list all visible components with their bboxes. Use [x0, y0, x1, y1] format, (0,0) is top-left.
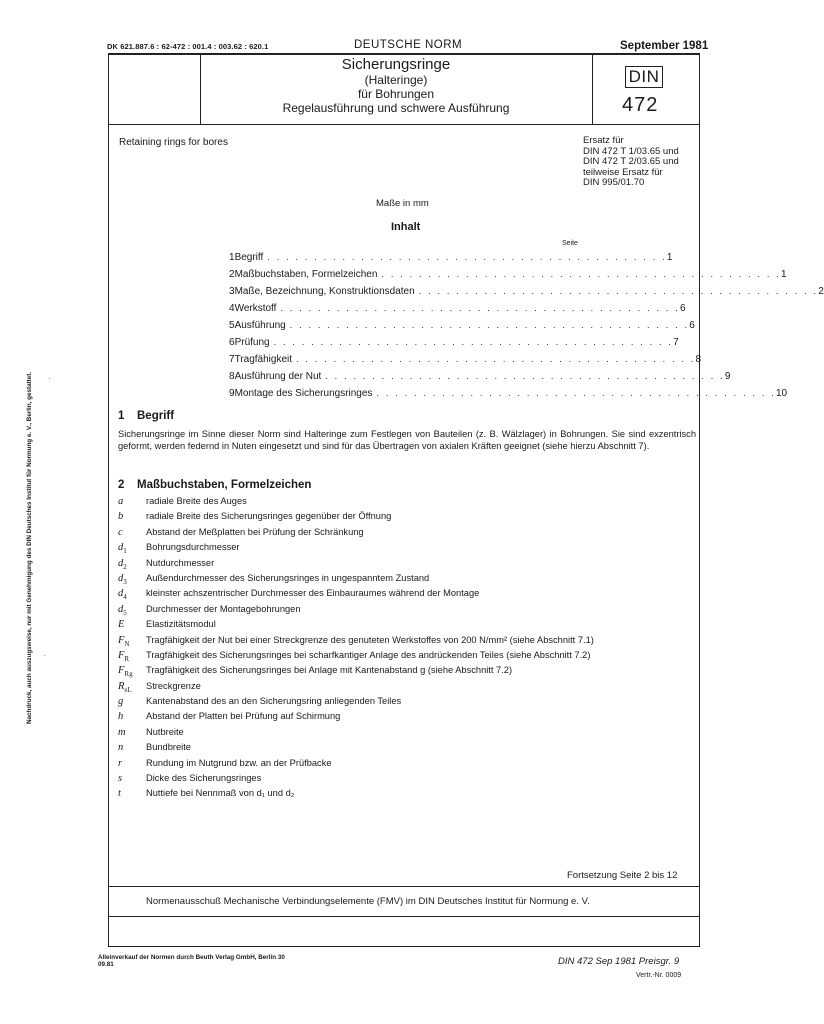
symbol-description: Streckgrenze — [146, 680, 201, 691]
toc-leader: . . . . . . . . . . . . . . . . . . . . . . . . . . . . . . . . . . . . . . . . . . . — [325, 371, 725, 381]
toc-leader: . . . . . . . . . . . . . . . . . . . . . . . . . . . . . . . . . . . . . . . . . . . — [273, 337, 674, 347]
din-logo — [625, 66, 665, 90]
reprint-notice: Nachdruck, auch auszugsweise, nur mit Genehmigung des DIN Deutsches Institut für Normung e. V., Berlin, gestattet. — [26, 371, 33, 724]
toc-number: 2 — [229, 269, 235, 280]
footer-divider-mid — [108, 916, 700, 917]
symbol-row — [118, 681, 698, 696]
symbol-description: Tragfähigkeit des Sicherungsringes bei Anlage mit Kantenabstand g (siehe Abschnitt 7.2) — [146, 665, 513, 676]
toc-leader: . . . . . . . . . . . . . . . . . . . . . . . . . . . . . . . . . . . . . . . . . . . — [267, 252, 667, 262]
symbol-description: Tragfähigkeit des Sicherungsringes bei scharfkantiger Anlage des andrückenden Teiles (siehe Abschnitt 7.2) — [146, 649, 591, 660]
frame-bottom-line — [108, 946, 700, 947]
classification-number: DK 621.887.6 : 62-472 : 001.4 : 003.62 : 620.1 — [107, 42, 269, 51]
scan-mark: · — [43, 650, 47, 661]
toc-entry[interactable] — [229, 252, 673, 269]
symbol-row — [118, 727, 698, 742]
symbol-description: Abstand der Platten bei Prüfung auf Schirmung — [146, 711, 341, 722]
toc-page: 1 — [780, 269, 787, 280]
symbol-row — [118, 665, 698, 680]
toc-page: 10 — [775, 388, 788, 399]
symbol: $d_4$ — [118, 588, 127, 602]
toc-title: Tragfähigkeit — [234, 354, 292, 365]
symbol-description: Nuttiefe bei Nennmaß von d₁ und d₂ — [146, 788, 295, 799]
english-title: Retaining rings for bores — [119, 137, 228, 148]
replacement-line: Ersatz für — [583, 135, 624, 146]
symbol-row — [118, 573, 698, 588]
symbol-description: Nutbreite — [146, 726, 184, 737]
symbol: $d_1$ — [118, 542, 127, 556]
symbol-description: Tragfähigkeit der Nut bei einer Streckgrenze des genuteten Werkstoffes von 200 N/mm² (siehe Abschnitt 7.1) — [146, 634, 594, 645]
symbol-description: Bohrungsdurchmesser — [146, 542, 240, 553]
symbol-description: Dicke des Sicherungsringes — [146, 773, 262, 784]
committee-line: Normenausschuß Mechanische Verbindungselemente (FMV) im DIN Deutsches Institut für Normung e. V. — [146, 896, 590, 907]
symbol: m — [118, 726, 126, 738]
title-sub-1: (Halteringe) — [364, 73, 428, 87]
din-number: 472 — [622, 94, 659, 116]
publisher-note — [98, 954, 285, 968]
symbol-row — [118, 773, 698, 788]
symbol: $R_{eL}$ — [118, 680, 132, 694]
replacement-note — [583, 136, 679, 189]
symbol-row — [118, 542, 698, 557]
symbol: g — [118, 696, 124, 708]
toc-page: 6 — [679, 303, 686, 314]
symbol-row — [118, 496, 698, 511]
document-reference: DIN 472 Sep 1981 Preisgr. 9 — [558, 956, 680, 967]
section-number: 2 — [118, 479, 125, 491]
toc-page: 8 — [695, 354, 702, 365]
toc-title: Ausführung der Nut — [234, 371, 322, 382]
table-of-contents — [229, 252, 824, 405]
section-title: Begriff — [137, 410, 175, 422]
symbol-row — [118, 558, 698, 573]
footer-divider-top — [108, 886, 700, 887]
section-title: Maßbuchstaben, Formelzeichen — [137, 479, 312, 491]
symbol: E — [118, 619, 125, 631]
section-1-text: Sicherungsringe im Sinne dieser Norm sind Halteringe zum Festlegen von Bauteilen (z. B. Wälzlager) in Bohrungen. Sie sind exzentrisch geformt, werden federnd in Nuten eingesetzt und sind für das Übertragen von axialen Kräften geeignet (siehe hierzu Abschnitt 7). — [118, 429, 696, 452]
title-bottom-line — [108, 124, 700, 125]
toc-entry[interactable] — [229, 337, 679, 354]
toc-entry[interactable] — [229, 303, 686, 320]
toc-heading: Inhalt — [391, 221, 421, 233]
din-logo-text: DIN — [628, 67, 660, 86]
toc-number: 6 — [229, 337, 235, 348]
symbol: $F_{Rg}$ — [118, 665, 133, 679]
replacement-line: DIN 472 T 2/03.65 und — [583, 156, 679, 167]
toc-page-label: Seite — [562, 240, 578, 247]
toc-entry[interactable] — [229, 269, 787, 286]
toc-number: 4 — [229, 303, 235, 314]
symbol-row — [118, 650, 698, 665]
symbol: h — [118, 711, 124, 723]
symbol-row — [118, 696, 698, 711]
norm-label: DEUTSCHE NORM — [354, 39, 463, 51]
toc-entry[interactable] — [229, 286, 824, 303]
toc-leader: . . . . . . . . . . . . . . . . . . . . . . . . . . . . . . . . . . . . . . . . . . . — [376, 388, 776, 398]
section-2-heading — [118, 479, 311, 491]
title-block — [200, 57, 592, 123]
symbol: c — [118, 526, 123, 538]
toc-title: Montage des Sicherungsringes — [234, 388, 373, 399]
symbol-row — [118, 742, 698, 757]
frame-top-line — [108, 53, 700, 55]
section-1-heading — [118, 410, 174, 422]
symbol-row — [118, 588, 698, 603]
symbol-row — [118, 711, 698, 726]
symbol-row — [118, 511, 698, 526]
toc-leader: . . . . . . . . . . . . . . . . . . . . . . . . . . . . . . . . . . . . . . . . . . . — [418, 286, 819, 296]
toc-page: 7 — [673, 337, 679, 348]
frame-right-line — [699, 53, 700, 947]
toc-leader: . . . . . . . . . . . . . . . . . . . . . . . . . . . . . . . . . . . . . . . . . . . — [296, 354, 696, 364]
publication-code: 09.81 — [98, 961, 114, 969]
symbol-row — [118, 635, 698, 650]
symbol: $d_2$ — [118, 557, 127, 571]
toc-leader: . . . . . . . . . . . . . . . . . . . . . . . . . . . . . . . . . . . . . . . . . . . — [381, 269, 781, 279]
toc-title: Begriff — [234, 252, 264, 263]
document-title: Sicherungsringe — [341, 56, 451, 73]
publisher-line: Alleinverkauf der Normen durch Beuth Verlag GmbH, Berlin 30 — [98, 954, 285, 961]
symbol: $d_5$ — [118, 603, 127, 617]
symbol: r — [118, 757, 123, 769]
toc-entry[interactable] — [229, 388, 788, 405]
issue-date: September 1981 — [620, 40, 709, 52]
toc-page: 6 — [689, 320, 695, 331]
symbol-description: Elastizitätsmodul — [146, 619, 216, 630]
title-right-divider — [592, 53, 593, 124]
replacement-line: teilweise Ersatz für — [583, 166, 663, 178]
units-note: Maße in mm — [376, 198, 429, 209]
toc-title: Prüfung — [234, 337, 270, 348]
symbol-description: Abstand der Meßplatten bei Prüfung der Schränkung — [146, 526, 364, 537]
toc-number: 5 — [229, 320, 235, 331]
symbol: b — [118, 511, 124, 523]
toc-number: 9 — [229, 388, 235, 399]
frame-left-line — [108, 53, 109, 947]
toc-number: 3 — [229, 286, 235, 297]
toc-title: Maße, Bezeichnung, Konstruktionsdaten — [234, 286, 415, 297]
symbol-description: Außendurchmesser des Sicherungsringes in ungespanntem Zustand — [146, 572, 430, 583]
toc-entry[interactable] — [229, 354, 702, 371]
toc-number: 7 — [229, 354, 235, 365]
symbol-description: Kantenabstand des an den Sicherungsring anliegenden Teiles — [146, 696, 402, 707]
toc-title: Werkstoff — [234, 303, 277, 314]
toc-number: 1 — [229, 252, 235, 263]
toc-leader: . . . . . . . . . . . . . . . . . . . . . . . . . . . . . . . . . . . . . . . . . . . — [289, 320, 690, 330]
symbol-row — [118, 527, 698, 542]
symbol: $F_R$ — [118, 649, 130, 663]
toc-title: Ausführung — [234, 320, 286, 331]
toc-entry[interactable] — [229, 320, 695, 337]
toc-title: Maßbuchstaben, Formelzeichen — [234, 269, 378, 280]
symbol: $F_N$ — [118, 634, 130, 648]
symbol: a — [118, 496, 124, 507]
continuation-note: Fortsetzung Seite 2 bis 12 — [567, 870, 678, 881]
symbol: $d_3$ — [118, 572, 127, 587]
title-sub-2: für Bohrungen — [357, 87, 435, 101]
title-sub-3: Regelausführung und schwere Ausführung — [282, 101, 510, 115]
symbol-description: Rundung im Nutgrund bzw. an der Prüfbacke — [146, 757, 332, 768]
symbol-row — [118, 604, 698, 619]
toc-page: 1 — [666, 252, 673, 263]
toc-number: 8 — [229, 371, 235, 382]
symbol-description: Durchmesser der Montagebohrungen — [146, 603, 301, 614]
symbol-description: radiale Breite des Sicherungsringes gegenüber der Öffnung — [146, 511, 392, 522]
toc-page: 9 — [724, 371, 731, 382]
symbol: s — [118, 773, 123, 785]
symbol-description: Nutdurchmesser — [146, 557, 215, 568]
symbol-description: kleinster achszentrischer Durchmesser des Einbauraumes während der Montage — [146, 588, 480, 599]
toc-entry[interactable] — [229, 371, 731, 388]
toc-leader: . . . . . . . . . . . . . . . . . . . . . . . . . . . . . . . . . . . . . . . . . . . — [280, 303, 680, 313]
symbol-row — [118, 619, 698, 634]
symbol-description: Bundbreite — [146, 742, 191, 753]
replacement-line: DIN 995/01.70 — [583, 177, 645, 188]
replacement-line: DIN 472 T 1/03.65 und — [583, 145, 679, 157]
symbol-description: radiale Breite des Auges — [146, 496, 247, 506]
symbol: n — [118, 742, 124, 754]
scan-mark: · — [48, 373, 52, 384]
symbol: t — [118, 788, 121, 800]
symbol-row — [118, 788, 698, 803]
toc-page: 2 — [818, 286, 824, 297]
section-number: 1 — [118, 410, 125, 422]
symbol-list — [118, 496, 698, 804]
symbol-row — [118, 758, 698, 773]
distribution-number: Vertr.-Nr. 0009 — [636, 972, 682, 979]
